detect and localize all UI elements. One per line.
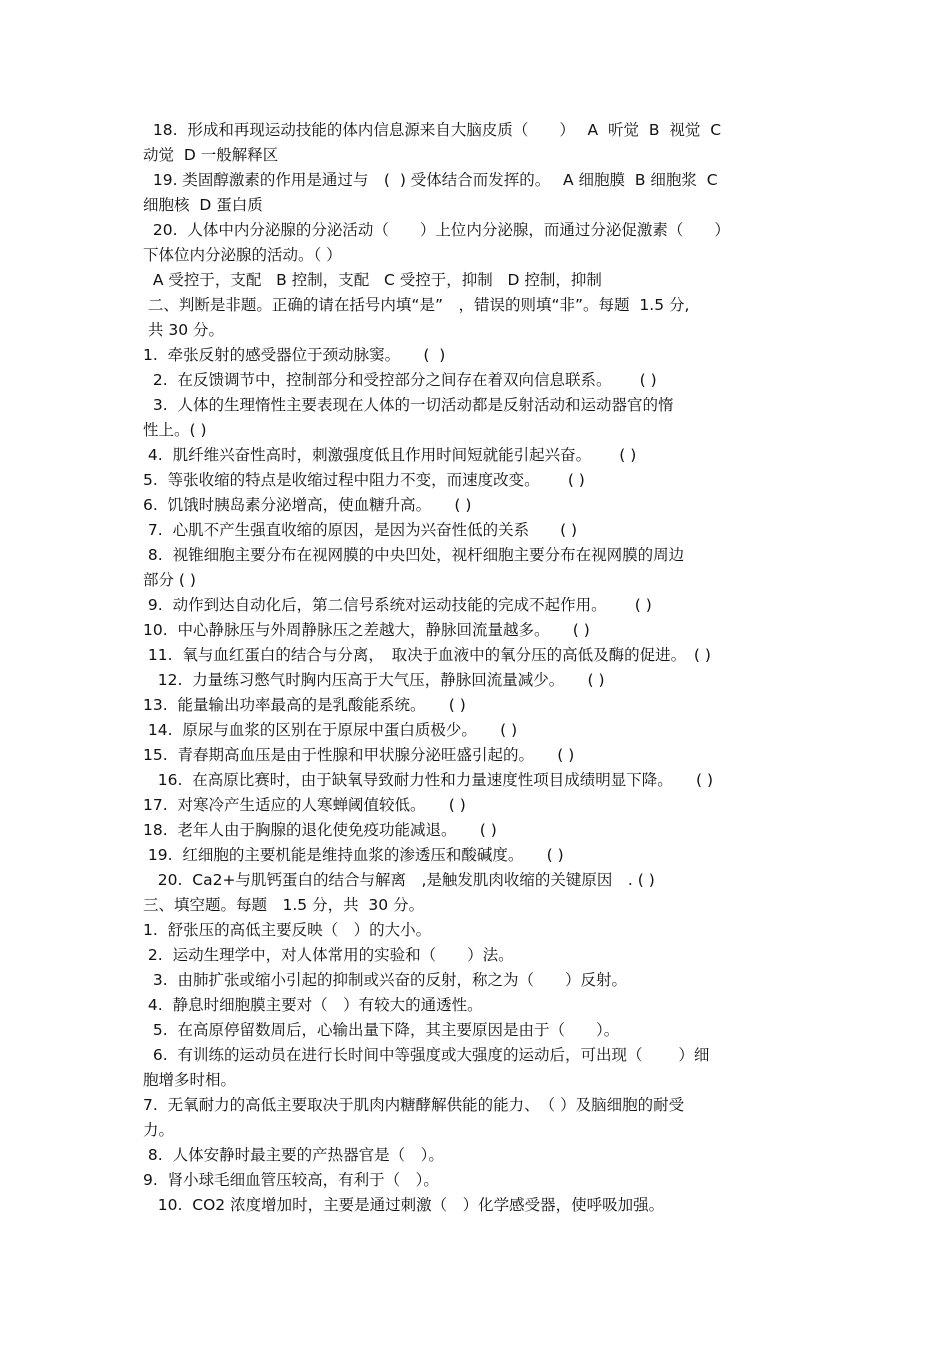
question-line: 6. 饥饿时胰岛素分泌增高，使血糖升高。 ( ) — [143, 496, 472, 514]
question-line: 10. 中心静脉压与外周静脉压之差越大，静脉回流量越多。 ( ) — [143, 621, 590, 639]
question-line: 17. 对寒冷产生适应的人寒蝉阈值较低。 ( ) — [143, 796, 466, 814]
question-line: 性上。( ) — [143, 421, 207, 439]
question-line: 16. 在高原比赛时，由于缺氧导致耐力性和力量速度性项目成绩明显下降。 ( ) — [143, 771, 714, 789]
question-line: 力。 — [143, 1121, 175, 1139]
question-line: 3. 人体的生理惰性主要表现在人体的一切活动都是反射活动和运动器官的惰 — [143, 396, 674, 414]
question-line: 1. 牵张反射的感受器位于颈动脉窦。 ( ) — [143, 346, 446, 364]
question-line: 7. 心肌不产生强直收缩的原因，是因为兴奋性低的关系 ( ) — [143, 521, 578, 539]
question-line: 12. 力量练习憋气时胸内压高于大气压，静脉回流量减少。 ( ) — [143, 671, 605, 689]
question-line: 15. 青春期高血压是由于性腺和甲状腺分泌旺盛引起的。 ( ) — [143, 746, 575, 764]
question-line: 1. 舒张压的高低主要反映（ ）的大小。 — [143, 921, 432, 939]
question-line: 18. 老年人由于胸腺的退化使免疫功能减退。 ( ) — [143, 821, 497, 839]
question-line: 10. CO2 浓度增加时，主要是通过刺激（ ）化学感受器，使呼吸加强。 — [143, 1196, 665, 1214]
question-line: 18. 形成和再现运动技能的体内信息源来自大脑皮质（ ） A 听觉 B 视觉 C — [143, 121, 722, 139]
question-line: 动觉 D 一般解释区 — [143, 146, 279, 164]
question-line: A 受控于，支配 B 控制，支配 C 受控于，抑制 D 控制，抑制 — [143, 271, 602, 289]
question-line: 5. 在高原停留数周后，心输出量下降，其主要原因是由于（ ）。 — [143, 1021, 620, 1039]
section-heading: 二、判断是非题。正确的请在括号内填“是” ，错误的则填“非”。每题 1.5 分, — [143, 296, 690, 314]
question-line: 19. 类固醇激素的作用是通过与 ( ) 受体结合而发挥的。 A 细胞膜 B 细胞浆 C — [143, 171, 718, 189]
question-line: 14. 原尿与血浆的区别在于原尿中蛋白质极少。 ( ) — [143, 721, 518, 739]
question-line: 2. 运动生理学中，对人体常用的实验和（ ）法。 — [143, 946, 514, 964]
question-line: 部分 ( ) — [143, 571, 196, 589]
question-line: 细胞核 D 蛋白质 — [143, 196, 263, 214]
question-line: 9. 肾小球毛细血管压较高，有利于（ ）。 — [143, 1171, 439, 1189]
question-line: 13. 能量输出功率最高的是乳酸能系统。 ( ) — [143, 696, 466, 714]
question-line: 19. 红细胞的主要机能是维持血浆的渗透压和酸碱度。 ( ) — [143, 846, 564, 864]
question-line: 5. 等张收缩的特点是收缩过程中阻力不变，而速度改变。 ( ) — [143, 471, 585, 489]
question-line: 6. 有训练的运动员在进行长时间中等强度或大强度的运动后，可出现（ ）细 — [143, 1046, 710, 1064]
section-heading: 共 30 分。 — [143, 321, 225, 339]
question-line: 8. 视锥细胞主要分布在视网膜的中央凹处，视杆细胞主要分布在视网膜的周边 — [143, 546, 685, 564]
question-line: 7. 无氧耐力的高低主要取决于肌肉内糖酵解供能的能力、 （ ）及脑细胞的耐受 — [143, 1096, 685, 1114]
question-line: 8. 人体安静时最主要的产热器官是（ ）。 — [143, 1146, 444, 1164]
question-line: 2. 在反馈调节中，控制部分和受控部分之间存在着双向信息联系。 ( ) — [143, 371, 657, 389]
question-line: 4. 肌纤维兴奋性高时，刺激强度低且作用时间短就能引起兴奋。 ( ) — [143, 446, 637, 464]
question-line: 4. 静息时细胞膜主要对（ ）有较大的通透性。 — [143, 996, 483, 1014]
section-heading: 三、填空题。每题 1.5 分，共 30 分。 — [143, 896, 425, 914]
question-line: 11. 氧与血红蛋白的结合与分离， 取决于血液中的氧分压的高低及酶的促进。 ( ) — [143, 646, 711, 664]
question-line: 20. Ca2+与肌钙蛋白的结合与解离 ,是触发肌肉收缩的关键原因 . ( ) — [143, 871, 655, 889]
question-line: 20. 人体中内分泌腺的分泌活动（ ）上位内分泌腺，而通过分泌促激素（ ） — [143, 221, 730, 239]
question-line: 胞增多时相。 — [143, 1071, 237, 1089]
question-line: 3. 由肺扩张或缩小引起的抑制或兴奋的反射，称之为（ ）反射。 — [143, 971, 627, 989]
question-line: 下体位内分泌腺的活动。（ ） — [143, 246, 342, 264]
question-line: 9. 动作到达自动化后，第二信号系统对运动技能的完成不起作用。 ( ) — [143, 596, 652, 614]
